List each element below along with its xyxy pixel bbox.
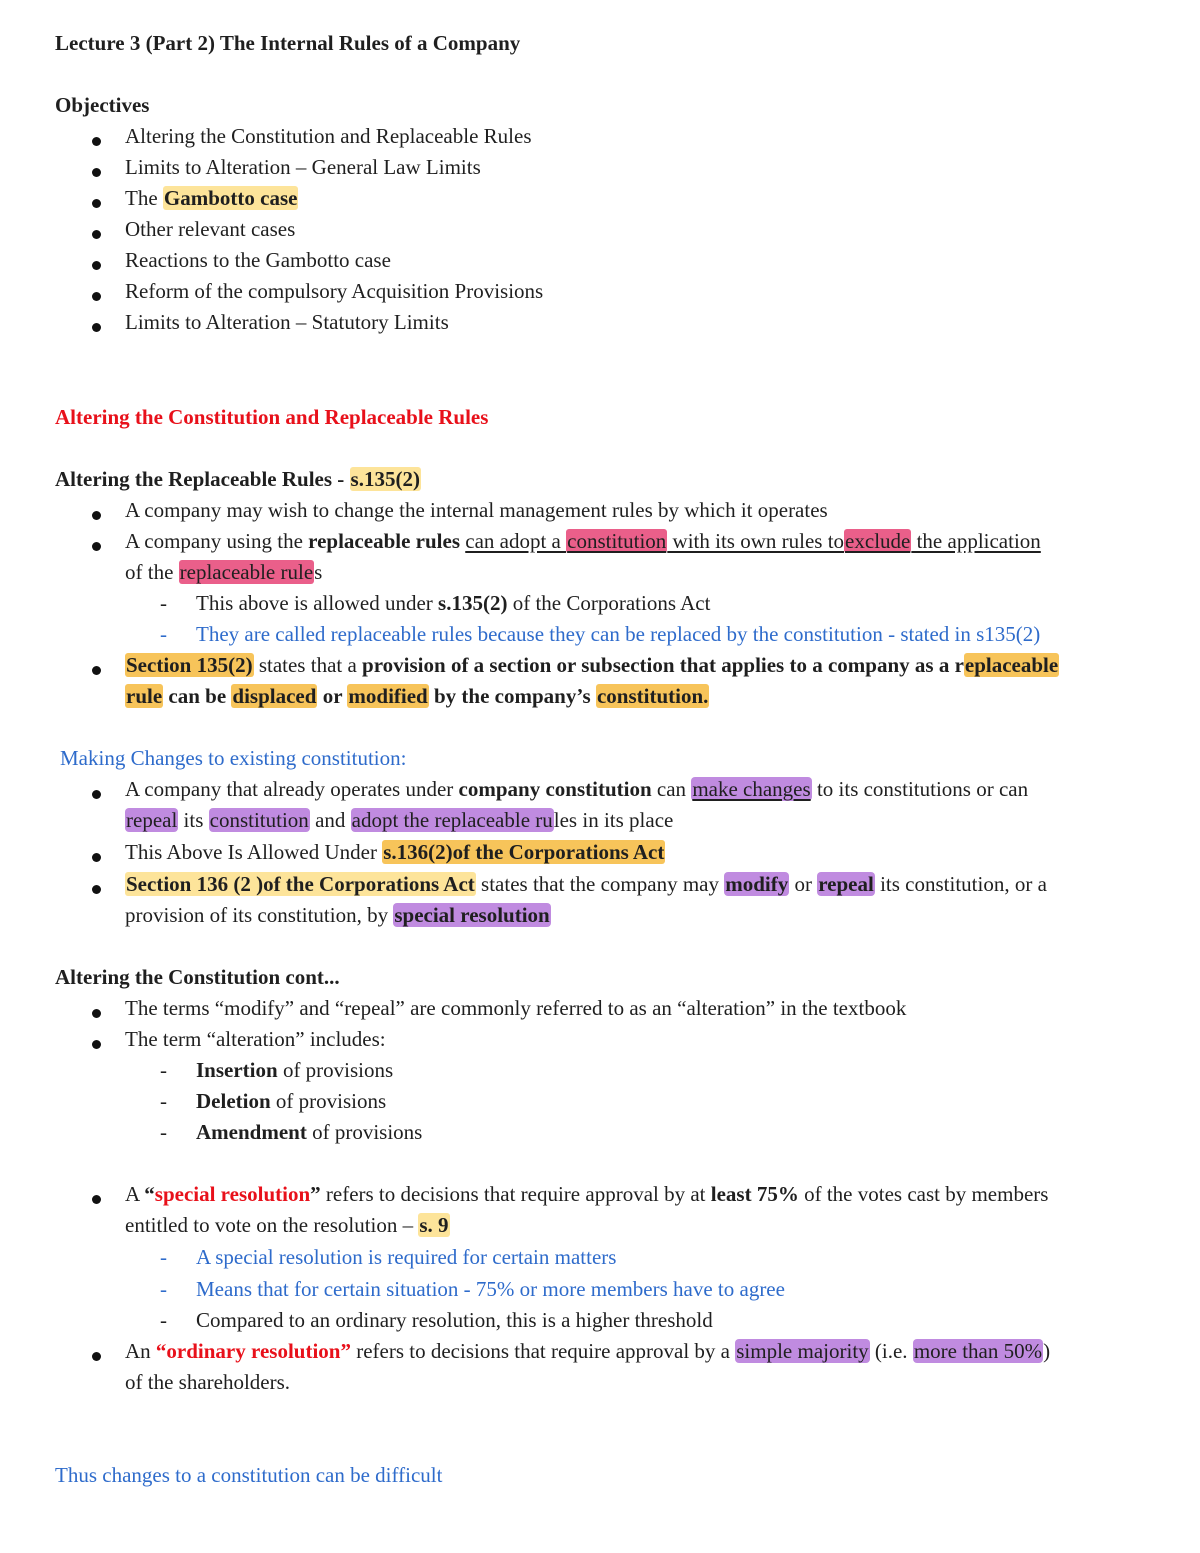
bullet-text-continued [125,805,673,836]
section-136-highlight: Section 136 (2 )of the Corporations Act [126,872,475,896]
bullet-icon [92,853,101,862]
bullet-text: The term “alteration” includes: [125,1027,386,1051]
bullet-text-continued [125,1210,450,1241]
objective-item [125,183,298,214]
bold-text: company constitution [458,777,652,801]
simple-majority-highlight: simple majority [736,1339,869,1363]
dash-icon: - [160,1277,167,1301]
bold-text: Amendment [196,1120,307,1144]
quote-mark: “ [144,1182,155,1206]
rule-highlight: rule [126,684,163,708]
bullet-icon [92,885,101,894]
objective-text: The [125,186,163,210]
constitution-highlight: constitution. [596,684,709,708]
bullet-text [125,526,1041,557]
exclude-highlight: exclude [845,529,911,553]
text-run: of the Corporations Act [507,591,711,615]
dash-icon: - [160,1089,167,1113]
dash-icon: - [160,1120,167,1144]
text-run: This above is allowed under [196,591,439,615]
text-run: s [314,560,323,584]
text-run: provision of its constitution, by [125,903,394,927]
special-resolution-highlight: special resolution [394,903,550,927]
text-run: can be [163,684,232,708]
text-run: (i.e. [869,1339,913,1363]
replaceable-highlight: eplaceable [964,653,1059,677]
replaceable-rule-highlight: replaceable rule [179,560,314,584]
displaced-highlight: displaced [232,684,317,708]
bullet-icon [92,1195,101,1204]
text-run: states that the company may [475,872,725,896]
repeal-highlight: repeal [126,808,178,832]
objective-item: Reactions to the Gambotto case [125,248,391,272]
bullet-text [125,1179,1048,1210]
bullet-icon [92,137,101,146]
objective-item: Altering the Constitution and Replaceable Rules [125,124,532,148]
make-changes-highlight: make changes [692,777,811,801]
text-run: or [317,684,348,708]
text-run: A [125,1182,145,1206]
text-run: refers to decisions that require approval by a [350,1339,736,1363]
bold-text: Insertion [196,1058,278,1082]
dash-item [196,588,710,619]
text-run: of provisions [277,1058,394,1082]
text-run: ) [1043,1339,1051,1363]
bullet-icon [92,1009,101,1018]
bold-text: s.135(2) [438,591,508,615]
section-ref-highlight: s.135(2) [350,467,420,491]
section-136-highlight: s.136(2)of the Corporations Act [383,840,665,864]
text-run: or [789,872,818,896]
bullet-icon [92,542,101,551]
objective-item: Limits to Alteration – General Law Limits [125,155,481,179]
quote-mark: ” [310,1182,321,1206]
bold-text: least 75% [710,1182,799,1206]
text-run: A company using the [125,529,309,553]
bullet-icon [92,790,101,799]
dash-icon: - [160,1058,167,1082]
bullet-text: The terms “modify” and “repeal” are commonly referred to as an “alteration” in the textbook [125,996,907,1020]
dash-item [196,1086,386,1117]
text-run: the application [911,529,1041,553]
objective-item: Reform of the compulsory Acquisition Provisions [125,279,544,303]
modified-highlight: modified [348,684,428,708]
text-run: states that a [253,653,363,677]
bold-text: provision of a section or subsection that applies to a company as a r [362,653,964,677]
bullet-icon [92,1040,101,1049]
bullet-text-continued [125,557,322,588]
constitution-highlight: constitution [567,529,667,553]
more-than-50-highlight: more than 50% [913,1339,1043,1363]
s9-highlight: s. 9 [419,1213,449,1237]
text-run: by the company’s [428,684,596,708]
bullet-icon [92,168,101,177]
gambotto-case-highlight: Gambotto case [163,186,298,210]
dash-item: A special resolution is required for certain matters [196,1245,617,1269]
bullet-icon [92,292,101,301]
subsection-heading: Altering the Constitution cont... [55,965,340,989]
dash-icon: - [160,1245,167,1269]
text-run: This Above Is Allowed Under [125,840,383,864]
text-run: A company that already operates under [125,777,459,801]
section-heading: Altering the Constitution and Replaceable Rules [55,405,489,429]
text-run: of provisions [306,1120,423,1144]
bullet-text [125,837,665,868]
text-run: with its own rules to [667,529,845,553]
subsection-heading-text: Altering the Replaceable Rules - [55,467,350,491]
dash-icon: - [160,1308,167,1332]
text-run: its constitution, or a [874,872,1047,896]
dash-item [196,1117,422,1148]
text-run: its [178,808,209,832]
bullet-icon [92,199,101,208]
adopt-replaceable-rules-highlight: adopt the replaceable ru [351,808,553,832]
subsection-heading [55,464,421,495]
closing-note: Thus changes to a constitution can be difficult [55,1463,443,1487]
text-run: entitled to vote on the resolution – [125,1213,419,1237]
objectives-heading: Objectives [55,93,150,117]
repeal-highlight: repeal [818,872,874,896]
bullet-text [125,1336,1050,1367]
bullet-text [125,869,1047,900]
dash-icon: - [160,622,167,646]
bullet-text-continued: of the shareholders. [125,1370,291,1394]
text-run: An [125,1339,156,1363]
special-resolution-term: special resolution [154,1182,311,1206]
text-run: can adopt a [465,529,567,553]
dash-item: They are called replaceable rules because they can be replaced by the constitution - stated in s135(2) [196,622,1041,646]
bullet-icon [92,261,101,270]
bullet-text [125,774,1028,805]
bullet-icon [92,1352,101,1361]
dash-icon: - [160,591,167,615]
constitution-highlight: constitution [209,808,309,832]
bullet-text: A company may wish to change the internal management rules by which it operates [125,498,828,522]
text-run: of the [125,560,179,584]
objective-item: Limits to Alteration – Statutory Limits [125,310,449,334]
bullet-icon [92,323,101,332]
bold-text: Deletion [196,1089,271,1113]
bullet-text-continued [125,681,709,712]
dash-item: Compared to an ordinary resolution, this is a higher threshold [196,1308,713,1332]
dash-item [196,1055,393,1086]
bullet-icon [92,666,101,675]
underlined-text [465,529,1041,553]
lecture-title: Lecture 3 (Part 2) The Internal Rules of a Company [55,31,521,55]
subsection-heading: Making Changes to existing constitution: [60,746,407,770]
text-run: refers to decisions that require approval by at [320,1182,711,1206]
bullet-text-continued [125,900,551,931]
text-run: can [651,777,692,801]
text-run: of provisions [270,1089,387,1113]
section-135-highlight: Section 135(2) [126,653,253,677]
text-run: and [309,808,351,832]
bullet-icon [92,230,101,239]
ordinary-resolution-term: “ordinary resolution” [155,1339,351,1363]
text-run: of the votes cast by members [798,1182,1049,1206]
bullet-text [125,650,1059,681]
objective-item: Other relevant cases [125,217,296,241]
bold-text: replaceable rules [308,529,460,553]
text-run: to its constitutions or can [811,777,1029,801]
text-run: les in its place [553,808,674,832]
modify-highlight: modify [725,872,789,896]
dash-item: Means that for certain situation - 75% or more members have to agree [196,1277,785,1301]
bullet-icon [92,511,101,520]
